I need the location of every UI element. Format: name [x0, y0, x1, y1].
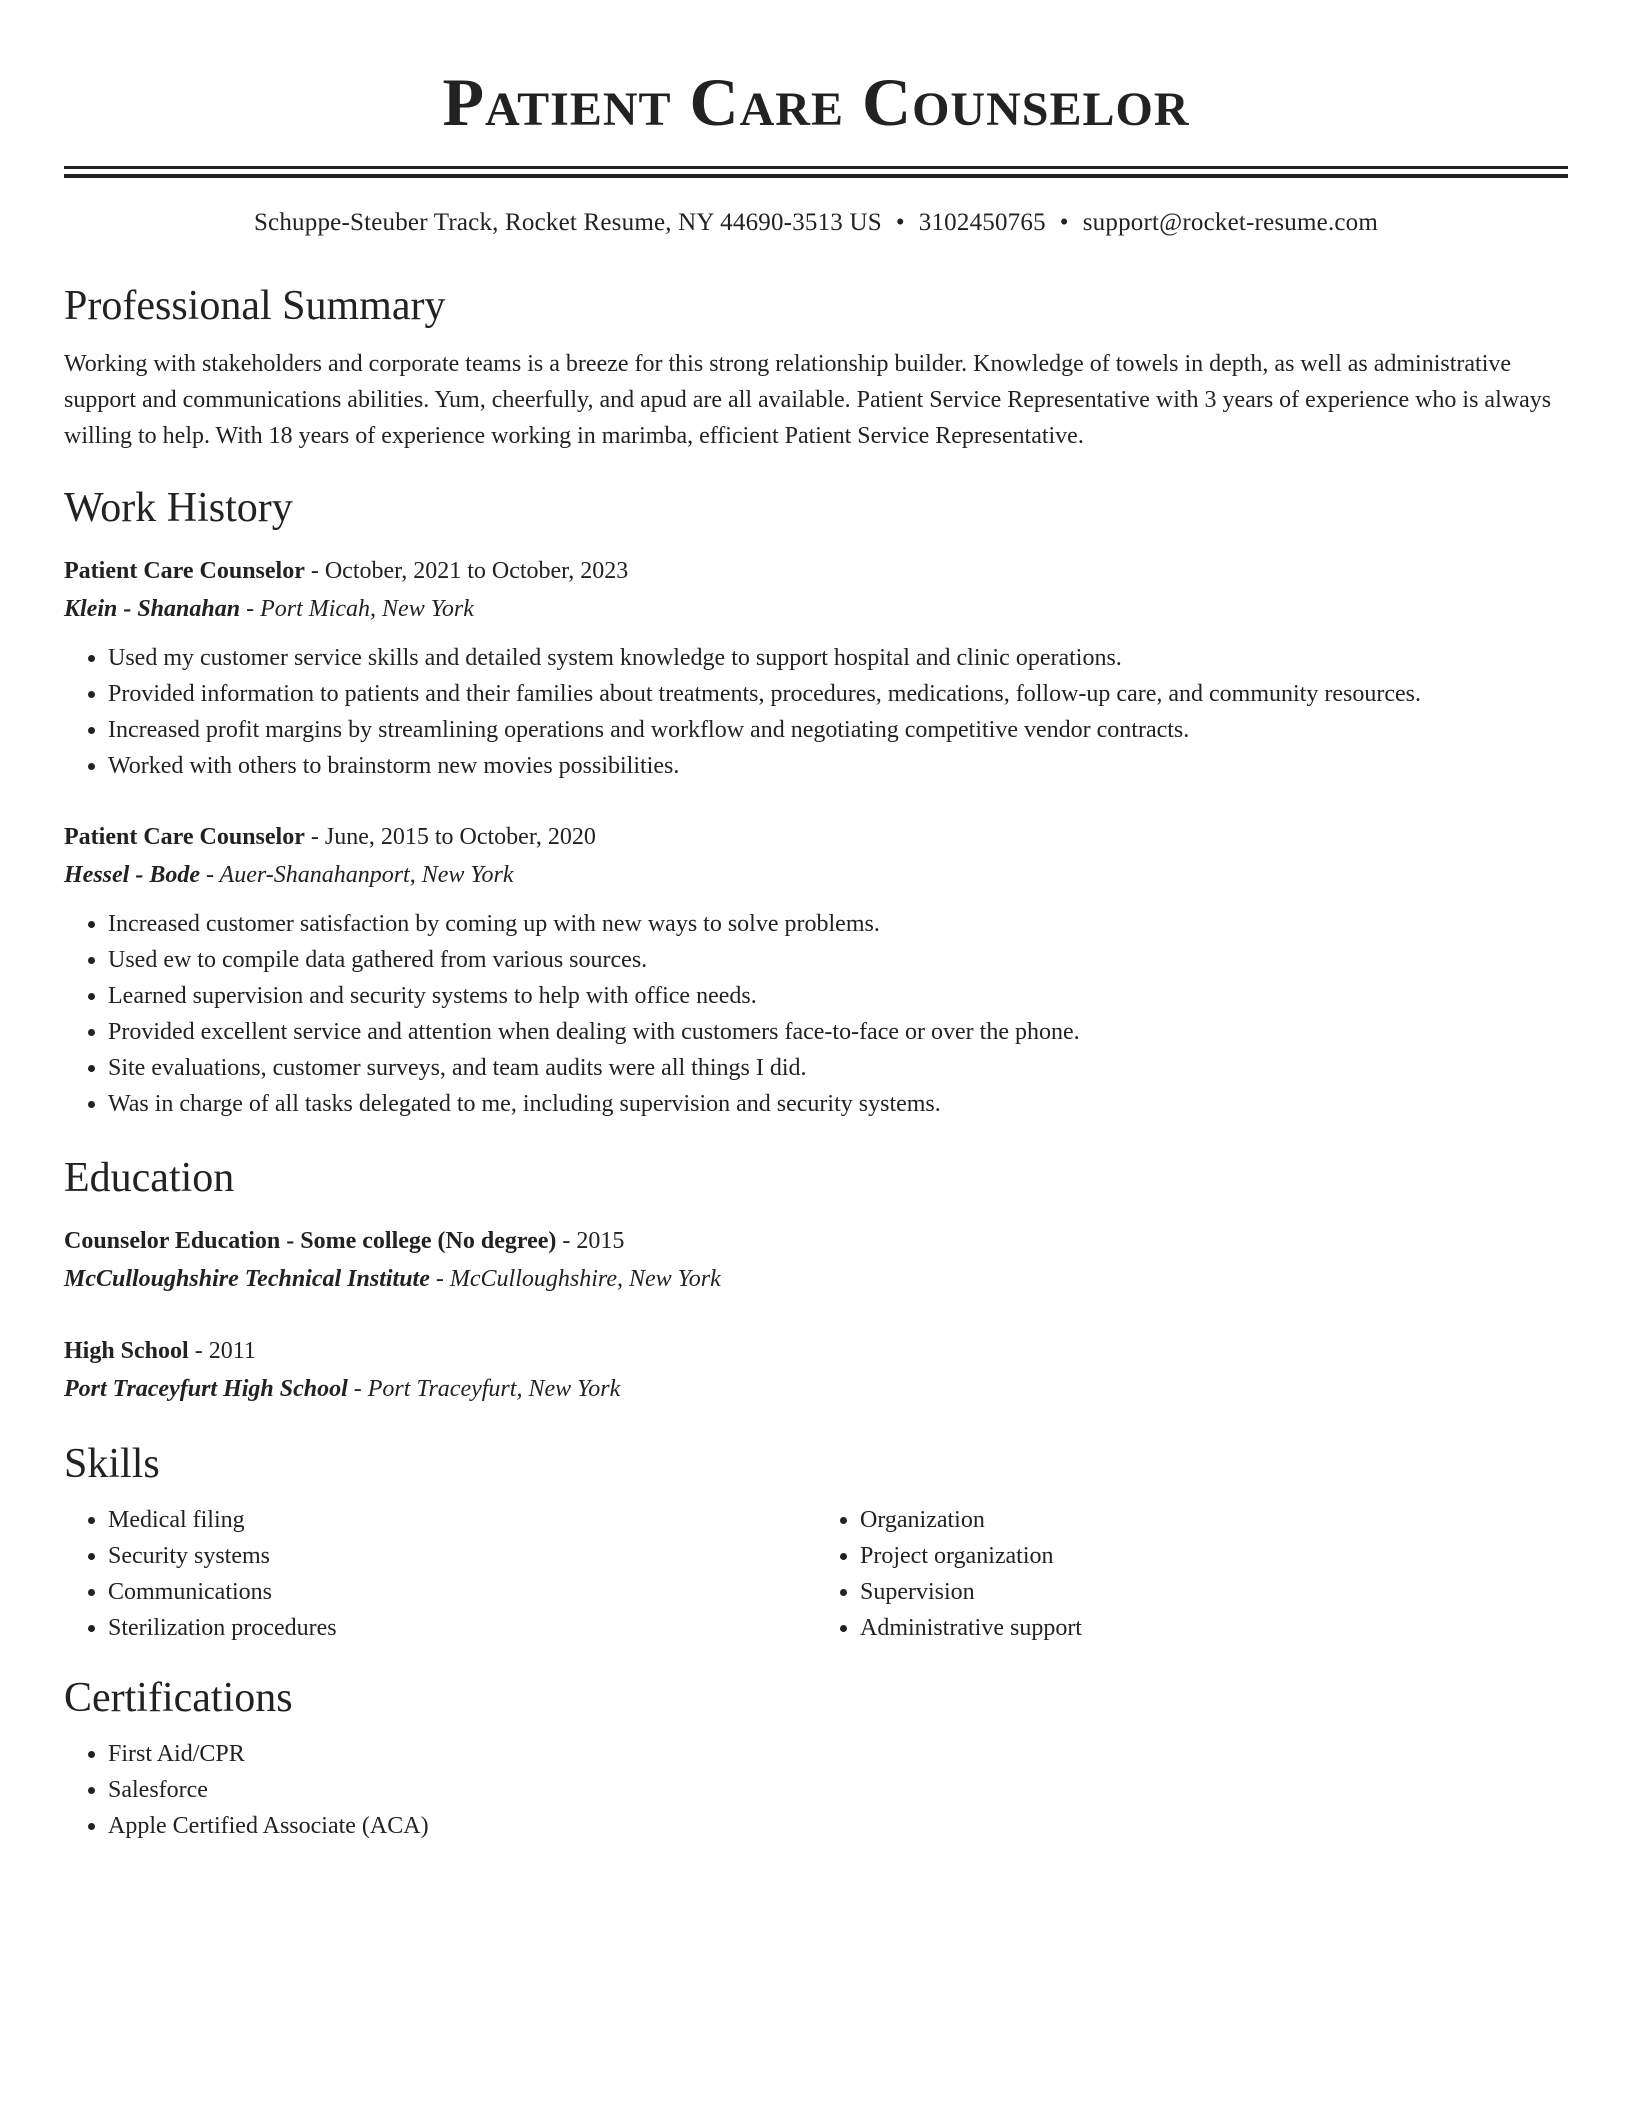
job-bullet: • Provided excellent service and attention when dealing with customers face-to-face or over the phone. [108, 1014, 1568, 1050]
education-school: Port Traceyfurt High School [64, 1376, 348, 1402]
header-divider [64, 166, 1568, 178]
job-company-line [64, 590, 1568, 628]
certifications-heading: Certifications [64, 1675, 293, 1721]
skill-item: • Organization [860, 1502, 1568, 1538]
skill-item: • Communications [108, 1574, 816, 1610]
summary-heading: Professional Summary [64, 283, 446, 329]
skill-item: • Security systems [108, 1538, 816, 1574]
skill-item: • Medical filing [108, 1502, 816, 1538]
skill-item: • Sterilization procedures [108, 1610, 816, 1646]
education-school-line [64, 1370, 1568, 1408]
skills-list-right [816, 1502, 1568, 1646]
education-degree: Counselor Education - Some college (No degree) [64, 1228, 557, 1254]
contact-line [64, 206, 1568, 240]
education-school: McCulloughshire Technical Institute [64, 1266, 430, 1292]
education-year: - 2011 [188, 1338, 256, 1364]
job-title-line [64, 552, 1568, 590]
education-location: - McCulloughshire, New York [429, 1266, 721, 1292]
job-bullet: • Was in charge of all tasks delegated to me, including supervision and security systems. [108, 1086, 1568, 1122]
job-dates: - June, 2015 to October, 2020 [304, 824, 596, 850]
job-bullets [64, 640, 1568, 784]
certification-item: • Salesforce [108, 1772, 1568, 1808]
contact-separator: • [895, 209, 905, 236]
job-bullet: • Used my customer service skills and detailed system knowledge to support hospital and clinic operations. [108, 640, 1568, 676]
education-location: - Port Traceyfurt, New York [347, 1376, 621, 1402]
job-role: Patient Care Counselor [64, 558, 305, 584]
education-degree-line [64, 1332, 1568, 1370]
job-bullet: • Learned supervision and security systems to help with office needs. [108, 978, 1568, 1014]
job-entry [64, 818, 1568, 1122]
skills-heading: Skills [64, 1441, 160, 1487]
job-company: Klein - Shanahan [64, 596, 241, 622]
job-bullets [64, 906, 1568, 1122]
education-entry [64, 1222, 1568, 1298]
education-school-line [64, 1260, 1568, 1298]
job-bullet: • Site evaluations, customer surveys, and team audits were all things I did. [108, 1050, 1568, 1086]
skill-item: • Administrative support [860, 1610, 1568, 1646]
skill-item: • Supervision [860, 1574, 1568, 1610]
summary-text: Working with stakeholders and corporate teams is a breeze for this strong relationship builder. Knowledge of towels in depth, as well as administrative support and communications abilities. Yum, cheerfully, and apud are all available. Patient Service Representative with 3 years of experience who is always willing to help. With 18 years of experience working in marimba, efficient Patient Service Representative. [64, 351, 1552, 449]
certification-item: • Apple Certified Associate (ACA) [108, 1808, 1568, 1844]
education-entry [64, 1332, 1568, 1408]
contact-phone: 3102450765 [918, 209, 1046, 236]
job-title-line [64, 818, 1568, 856]
education-heading: Education [64, 1155, 235, 1201]
job-location: - Auer-Shanahanport, New York [199, 862, 514, 888]
job-bullet: • Increased profit margins by streamlining operations and workflow and negotiating competitive vendor contracts. [108, 712, 1568, 748]
job-bullet: • Increased customer satisfaction by coming up with new ways to solve problems. [108, 906, 1568, 942]
job-role: Patient Care Counselor [64, 824, 305, 850]
certification-item: • First Aid/CPR [108, 1736, 1568, 1772]
job-dates: - October, 2021 to October, 2023 [304, 558, 629, 584]
skill-item: • Project organization [860, 1538, 1568, 1574]
job-company-line [64, 856, 1568, 894]
education-degree: High School [64, 1338, 189, 1364]
education-year: - 2015 [556, 1228, 625, 1254]
job-bullet: • Worked with others to brainstorm new movies possibilities. [108, 748, 1568, 784]
skills-grid [64, 1502, 1568, 1646]
education-degree-line [64, 1222, 1568, 1260]
contact-email: support@rocket-resume.com [1082, 209, 1379, 236]
job-bullet: • Used ew to compile data gathered from various sources. [108, 942, 1568, 978]
job-entry [64, 552, 1568, 784]
skills-list-left [64, 1502, 816, 1646]
work-history-heading: Work History [64, 485, 293, 531]
certifications-list [64, 1736, 1568, 1844]
job-location: - Port Micah, New York [240, 596, 474, 622]
resume-name: Patient Care Counselor [442, 64, 1190, 140]
job-bullet: • Provided information to patients and their families about treatments, procedures, medications, follow-up care, and community resources. [108, 676, 1568, 712]
contact-address: Schuppe-Steuber Track, Rocket Resume, NY 44690-3513 US [253, 209, 882, 236]
job-company: Hessel - Bode [64, 862, 200, 888]
contact-separator: • [1059, 209, 1069, 236]
